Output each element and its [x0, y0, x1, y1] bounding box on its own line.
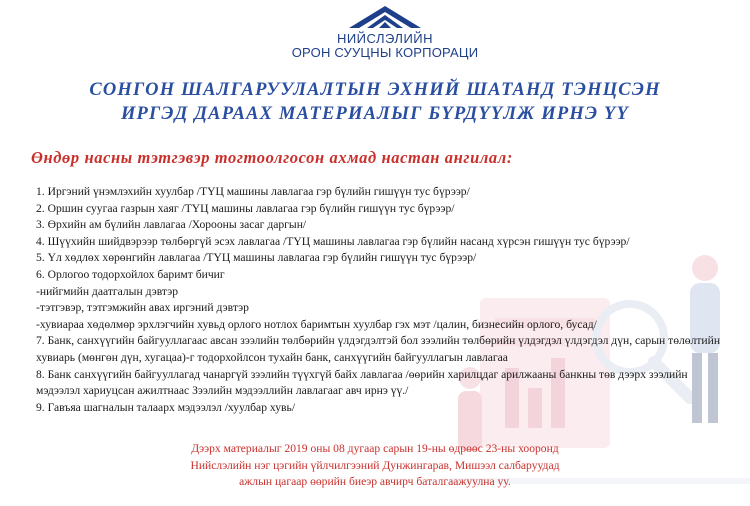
list-item: 4. Шүүхийн шийдвэрээр төлбөргүй эсэх лавлагаа /ТҮЦ машины лавлагаа гэр бүлийн насанд хүрсэн гишүүн тус бүрээр/ — [36, 234, 630, 248]
list-item: -хувиараа хөдөлмөр эрхлэгчийн хувьд орлого нотлох баримтын хуулбар гэх мэт /цалин, бизнесийн орлого, бусад/ — [36, 317, 597, 331]
organization-logo — [280, 4, 490, 62]
list-item: 6. Орлогоо тодорхойлох баримт бичиг — [36, 267, 225, 281]
note-line1: Дээрх материалыг 2019 оны 08 дугаар сарын 19-ны өдрөөс 23-ны хооронд — [191, 442, 559, 455]
roof-logo-icon — [345, 4, 425, 32]
submission-note — [60, 441, 690, 491]
list-item: -нийгмийн даатгалын дэвтэр — [36, 284, 179, 298]
list-item: 8. Банк санхүүгийн байгууллагад чанаргүй зээлийн түүхгүй байх лавлагаа /өөрийн харилцдаг арилжааны банкны төв дээрх зээлийн мэдээлэл хариуцсан ажилтнаас Зээлийн мэдээллийн лавлагааг авч ирнэ үү./ — [36, 367, 688, 398]
list-item: 1. Иргэний үнэмлэхийн хуулбар /ТҮЦ машины лавлагаа гэр бүлийн гишүүн тус бүрээр/ — [36, 185, 470, 198]
list-item: 5. Үл хөдлөх хөрөнгийн лавлагаа /ТҮЦ машины лавлагаа гэр бүлийн гишүүн тус бүрээр/ — [36, 251, 477, 265]
list-item: 7. Банк, санхүүгийн байгууллагаас авсан зээлийн төлбөрийн үлдэгдэлтэй бол зээлийн төлбөрийн үлдэгдэл үлдэгдэл дүн, сарын төлөлтийн хувиарь (мөнгөн дүн, хугацаа)-г тодорхойлсон тухайн банк, санхүүгийн байгууллагын лавлагаа — [36, 334, 721, 364]
list-item: 3. Өрхийн ам бүлийн лавлагаа /Хорооны засаг даргын/ — [36, 218, 307, 232]
list-item: -тэтгэвэр, тэтгэмжийн авах иргэний дэвтэр — [36, 301, 249, 315]
heading-line1: СОНГОН ШАЛГАРУУЛАЛТЫН ЭХНИЙ ШАТАНД ТЭНЦСЭН — [89, 80, 661, 100]
heading-line2: ИРГЭД ДАРААХ МАТЕРИАЛЫГ БҮРДҮҮЛЖ ИРНЭ ҮҮ — [120, 104, 630, 124]
list-item: 2. Оршин суугаа газрын хаяг /ТҮЦ машины лавлагаа гэр бүлийн гишүүн тус бүрээр/ — [36, 201, 455, 215]
main-heading — [60, 78, 690, 126]
logo-text-line2: ОРОН СУУЦНЫ КОРПОРАЦИ — [291, 45, 479, 60]
list-item: 9. Гавъяа шагналын талаарх мэдээлэл /хуулбар хувь/ — [36, 400, 296, 414]
note-line2: Нийслэлийн нэг цэгийн үйлчилгээний Дунжингарав, Мишээл салбаруудад — [190, 458, 560, 472]
logo-text-line1: НИЙСЛЭЛИЙН — [336, 31, 434, 46]
category-title: Өндөр насны тэтгэвэр тогтоолгосон ахмад настан ангилал: — [31, 148, 513, 167]
note-line3: ажлын цагаар өөрийн биеэр авчирч баталгаажуулна уу. — [239, 475, 511, 489]
requirements-list — [36, 184, 726, 416]
